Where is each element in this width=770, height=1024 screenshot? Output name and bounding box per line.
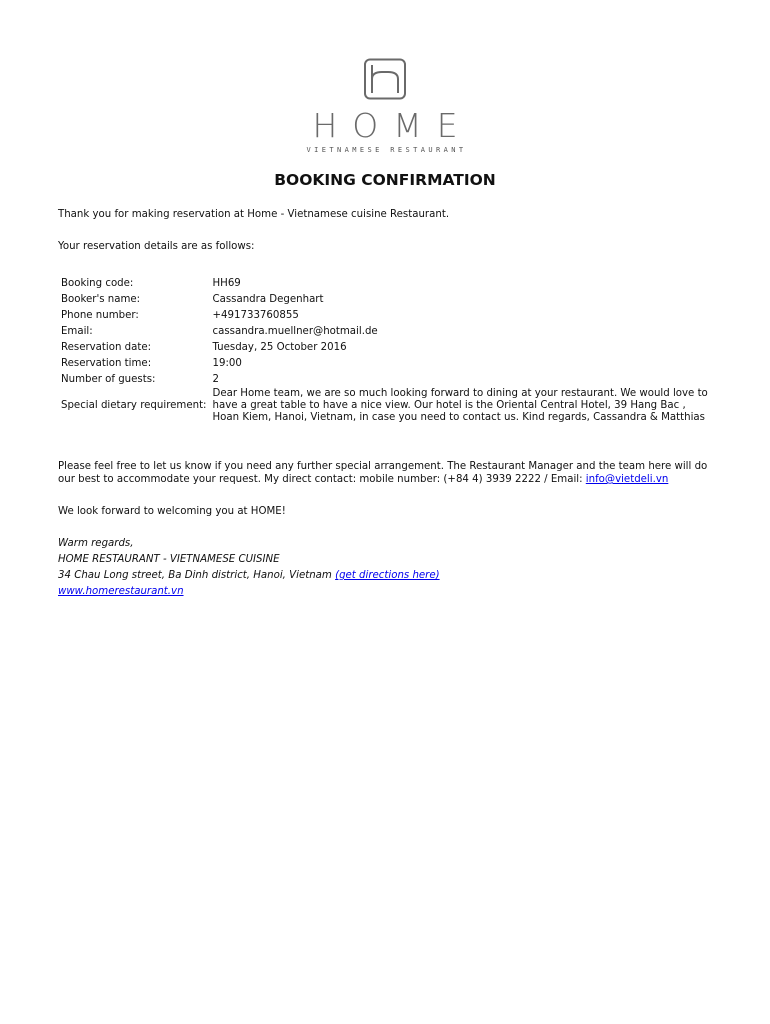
home-logo-icon: [363, 58, 407, 100]
signature-address-line: [58, 568, 440, 584]
restaurant-logo: [0, 58, 770, 154]
intro-text: Thank you for making reservation at Home - Vietnamese cuisine Restaurant.: [58, 209, 450, 220]
details-value: Tuesday, 25 October 2016: [212, 342, 347, 353]
details-label: Reservation time:: [61, 358, 152, 369]
website-link[interactable]: www.homerestaurant.vn: [58, 586, 184, 597]
details-row: [58, 308, 716, 324]
details-value: Cassandra Degenhart: [212, 294, 324, 305]
closing-text: Please feel free to let us know if you need any further special arrangement. The Restaurant Manager and the team here will do our best to accommodate your request. My direct contact: mobile number: (+84 4) 3939 2222 / Email:: [58, 461, 708, 485]
details-label: Number of guests:: [61, 374, 156, 385]
contact-email-link[interactable]: info@vietdeli.vn: [585, 474, 669, 485]
details-label: Special dietary requirement:: [61, 400, 207, 411]
details-row: [58, 292, 716, 308]
details-value: HH69: [212, 278, 241, 289]
details-value: 19:00: [212, 358, 242, 369]
details-row: [58, 276, 716, 292]
details-label: Booker's name:: [61, 294, 141, 305]
details-row: [58, 388, 716, 424]
logo-tagline: VIETNAMESE RESTAURANT: [306, 146, 467, 154]
reservation-details-table: [58, 276, 716, 424]
logo-wordmark: HOME: [312, 106, 473, 145]
details-row: [58, 324, 716, 340]
details-value: cassandra.muellner@hotmail.de: [212, 326, 378, 337]
get-directions-link[interactable]: (get directions here): [335, 570, 440, 581]
signature-address: 34 Chau Long street, Ba Dinh district, Hanoi, Vietnam: [58, 570, 336, 581]
details-row: [58, 356, 716, 372]
page-title: BOOKING CONFIRMATION: [274, 171, 496, 189]
details-label: Phone number:: [61, 310, 139, 321]
closing-paragraph: [58, 460, 708, 486]
welcome-text: We look forward to welcoming you at HOME!: [58, 506, 286, 517]
signature-greeting: Warm regards,: [58, 538, 134, 549]
details-row: [58, 372, 716, 388]
details-value: +491733760855: [212, 310, 299, 321]
details-label: Reservation date:: [61, 342, 152, 353]
details-value: 2: [212, 374, 219, 385]
details-row: [58, 340, 716, 356]
details-intro-text: Your reservation details are as follows:: [58, 241, 255, 252]
signature-name: HOME RESTAURANT - VIETNAMESE CUISINE: [58, 554, 280, 565]
details-value: Dear Home team, we are so much looking forward to dining at your restaurant. We would love to have a great table to have a nice view. Our hotel is the Oriental Central Hotel, 39 Hang Bac , Hoan Kiem, Hanoi, Vietnam, in case you need to contact us. Kind regards, Cassandra & Matthias: [212, 388, 708, 423]
details-label: Booking code:: [61, 278, 134, 289]
signature-block: [58, 536, 440, 600]
details-label: Email:: [61, 326, 93, 337]
